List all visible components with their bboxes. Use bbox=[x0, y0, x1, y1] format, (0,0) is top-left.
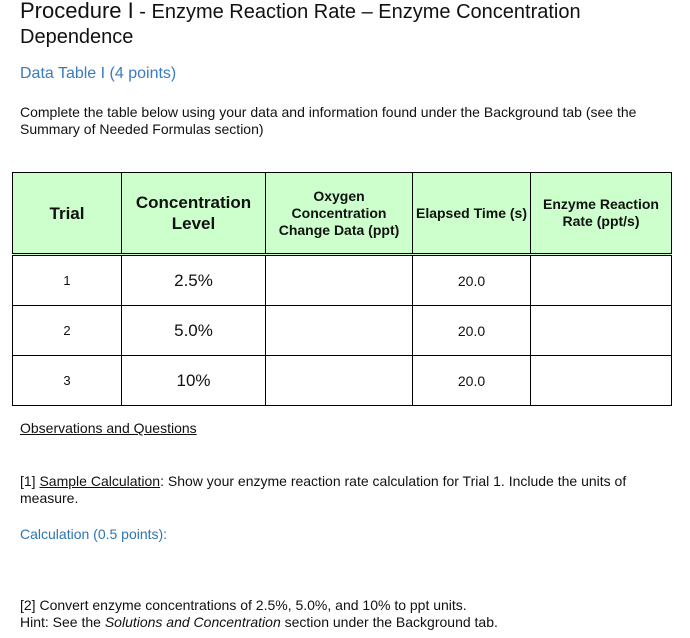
question-2-text: [2] Convert enzyme concentrations of 2.5%, 5.0%, and 10% to ppt units. bbox=[20, 597, 467, 613]
oxygen-cell[interactable] bbox=[266, 356, 413, 406]
time-cell: 20.0 bbox=[413, 306, 531, 356]
trial-cell: 2 bbox=[13, 306, 122, 356]
instructions-text: Complete the table below using your data and information found under the Background tab (see the Summary of Needed Formulas section) bbox=[20, 104, 637, 137]
observations-heading: Observations and Questions bbox=[20, 420, 197, 436]
question-1 bbox=[20, 473, 660, 507]
hint-suffix: section under the Background tab. bbox=[280, 614, 498, 630]
header-oxygen-change: Oxygen Concentration Change Data (ppt) bbox=[266, 173, 413, 255]
rate-cell[interactable] bbox=[531, 356, 672, 406]
time-cell: 20.0 bbox=[413, 356, 531, 406]
header-trial: Trial bbox=[13, 173, 122, 255]
rate-cell[interactable] bbox=[531, 255, 672, 306]
oxygen-cell[interactable] bbox=[266, 255, 413, 306]
question-1-text: : Show your enzyme reaction rate calculation for Trial 1. Include the units of measure. bbox=[20, 473, 627, 506]
hint-prefix: Hint: See the bbox=[20, 614, 105, 630]
table-row bbox=[13, 356, 672, 406]
data-table-heading: Data Table I (4 points) bbox=[20, 65, 177, 82]
trial-cell: 1 bbox=[13, 255, 122, 306]
header-elapsed-time: Elapsed Time (s) bbox=[413, 173, 531, 255]
concentration-cell: 10% bbox=[122, 356, 266, 406]
header-concentration-level: Concentration Level bbox=[122, 173, 266, 255]
table-row bbox=[13, 255, 672, 306]
procedure-subtitle: - Enzyme Reaction Rate – Enzyme Concentration Dependence bbox=[20, 1, 581, 48]
trial-cell: 3 bbox=[13, 356, 122, 406]
table-row bbox=[13, 306, 672, 356]
header-reaction-rate: Enzyme Reaction Rate (ppt/s) bbox=[531, 173, 672, 255]
question-2 bbox=[20, 597, 680, 631]
hint-section-name: Solutions and Concentration bbox=[104, 614, 281, 630]
question-1-number: [1] bbox=[20, 473, 40, 489]
question-1-label: Sample Calculation bbox=[39, 473, 161, 489]
concentration-cell: 5.0% bbox=[122, 306, 266, 356]
oxygen-cell[interactable] bbox=[266, 306, 413, 356]
data-table bbox=[12, 172, 672, 406]
calculation-label: Calculation (0.5 points): bbox=[20, 526, 168, 542]
question-2-hint bbox=[20, 614, 680, 631]
time-cell: 20.0 bbox=[413, 255, 531, 306]
rate-cell[interactable] bbox=[531, 306, 672, 356]
page-title bbox=[20, 0, 660, 50]
procedure-label: Procedure I bbox=[20, 0, 134, 23]
concentration-cell: 2.5% bbox=[122, 255, 266, 306]
header-row bbox=[13, 173, 672, 255]
